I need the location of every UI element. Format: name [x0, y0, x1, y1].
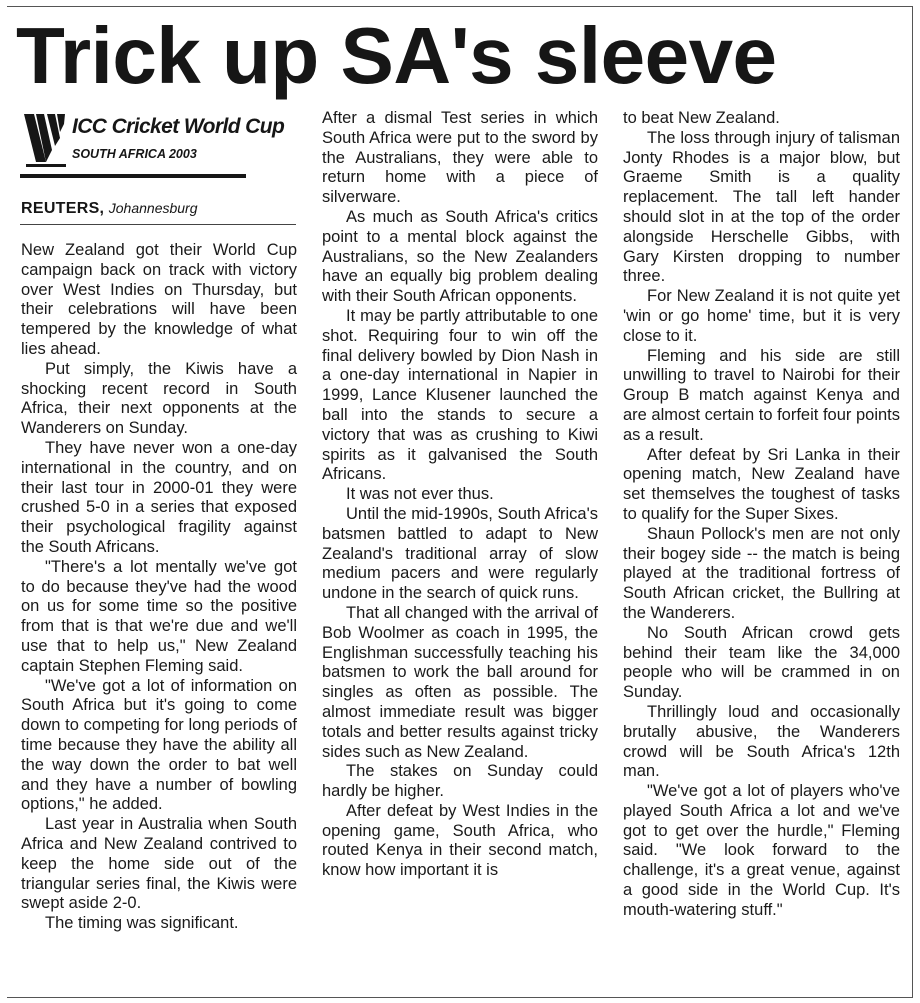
- cricket-world-cup-emblem-icon: [22, 110, 68, 168]
- headline: Trick up SA's sleeve: [16, 11, 777, 100]
- paragraph: They have never won a one-day international in the country, and on their last tour in 2000-01 they were crushed 5-0 in a series that exposed their psychological fragility against the South Africans.: [21, 438, 297, 556]
- article-column-2: [322, 109, 598, 881]
- logo-subtitle: SOUTH AFRICA 2003: [72, 147, 197, 161]
- paragraph: No South African crowd gets behind their team like the 34,000 people who will be crammed in on Sunday.: [623, 623, 900, 702]
- article-column-1: [21, 241, 297, 934]
- paragraph: It was not ever thus.: [346, 485, 494, 504]
- article-column-3: [623, 109, 900, 921]
- paragraph: The timing was significant.: [45, 914, 239, 933]
- byline: [21, 200, 198, 218]
- paragraph: "We've got a lot of players who've played South Africa a lot and we've got to get over the hurdle," Fleming said. "We look forward to the challenge, it's a great venue, against a good side in the World Cup. It's mouth-watering stuff.": [623, 782, 900, 919]
- paragraph: As much as South Africa's critics point to a mental block against the Australians, so the New Zealanders have an equally big problem dealing with their South African opponents.: [322, 207, 598, 306]
- paragraph: New Zealand got their World Cup campaign back on track with victory over West Indies on Thursday, but their celebrations will have been tempered by the knowledge of what lies ahead.: [21, 241, 297, 358]
- paragraph: Last year in Australia when South Africa and New Zealand contrived to keep the home side out of the triangular series final, the Kiwis were swept aside 2-0.: [21, 815, 297, 913]
- byline-divider: [20, 224, 296, 225]
- paragraph: Fleming and his side are still unwilling to travel to Nairobi for their Group B match against Kenya and are almost certain to forfeit four points as a result.: [623, 346, 900, 444]
- paragraph: After defeat by West Indies in the opening game, South Africa, who routed Kenya in their second match, know how important it is: [322, 801, 598, 880]
- paragraph: to beat New Zealand.: [623, 109, 780, 127]
- paragraph: That all changed with the arrival of Bob Woolmer as coach in 1995, the Englishman successfully teaching his batsmen to work the ball around for singles as often as possible. The almost immediate result was bigger totals and better results against tricky sides such as New Zealand.: [322, 603, 598, 761]
- paragraph: Shaun Pollock's men are not only their bogey side -- the match is being played at the traditional fortress of South African cricket, the Bullring at the Wanderers.: [623, 524, 900, 622]
- paragraph: After defeat by Sri Lanka in their opening match, New Zealand have set themselves the toughest of tasks to qualify for the Super Sixes.: [623, 445, 900, 523]
- paragraph: Put simply, the Kiwis have a shocking recent record in South Africa, their next opponents at the Wanderers on Sunday.: [21, 359, 297, 438]
- paragraph: "We've got a lot of information on South Africa but it's going to come down to competing for long periods of time because they have the ability all the way down the order to bat well and they have a number of bowling options," he added.: [21, 676, 297, 814]
- paragraph: The loss through injury of talisman Jonty Rhodes is a major blow, but Graeme Smith is a quality replacement. The tall left hander should slot in at the top of the order alongside Herschelle Gibbs, with Gary Kirsten dropping to number three.: [623, 128, 900, 286]
- byline-city: Johannesburg: [108, 200, 198, 216]
- paragraph: After a dismal Test series in which South Africa were put to the sword by the Australians, they were able to return home with a piece of silverware.: [322, 109, 598, 207]
- logo-underline: [20, 174, 246, 178]
- paragraph: Until the mid-1990s, South Africa's batsmen battled to adapt to New Zealand's traditional array of slow medium pacers and were regularly undone in the search of quick runs.: [322, 504, 598, 603]
- paragraph: It may be partly attributable to one shot. Requiring four to win off the final delivery bowled by Dion Nash in a one-day international in Napier in 1999, Lance Klusener launched the ball into the stands to secure a victory that was as crushing to Kiwi spirits as it galvanised the South Africans.: [322, 306, 598, 484]
- paragraph: Thrillingly loud and occasionally brutally abusive, the Wanderers crowd will be South Africa's 12th man.: [623, 702, 900, 781]
- paragraph: "There's a lot mentally we've got to do because they've had the wood on us for some time so the positive from that is that we're due and we'll use that to help us," New Zealand captain Stephen Fleming said.: [21, 557, 297, 675]
- world-cup-logo: [20, 108, 285, 178]
- paragraph: For New Zealand it is not quite yet 'win or go home' time, but it is very close to it.: [623, 287, 900, 345]
- byline-agency: REUTERS,: [21, 200, 105, 217]
- logo-title: ICC Cricket World Cup: [72, 115, 285, 138]
- paragraph: The stakes on Sunday could hardly be higher.: [322, 762, 598, 801]
